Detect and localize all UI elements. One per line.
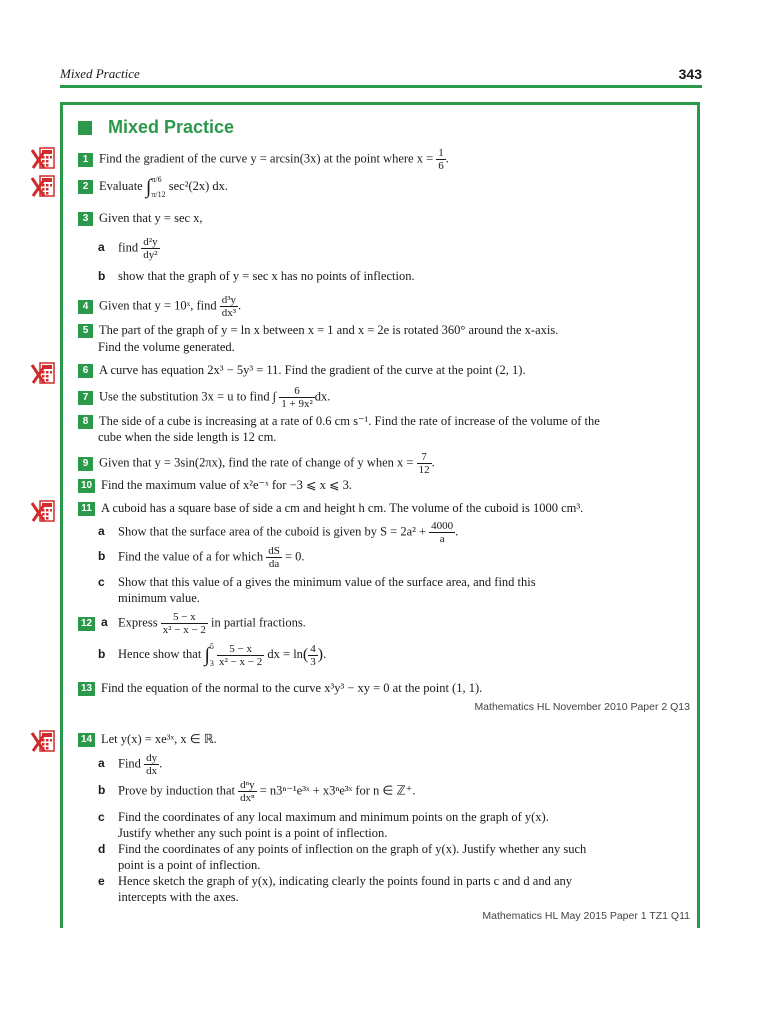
question-number: 4 bbox=[78, 300, 93, 314]
question-12-part-b: b Hence show that ∫ 5 3 $\frac{5 - x}{\text{x² − x − 2}}$ dx = ln( $\frac{4}{3}$ ). bbox=[98, 642, 327, 668]
fraction: $\frac{7}{12}$ bbox=[418, 451, 430, 476]
question-number: 14 bbox=[78, 733, 95, 747]
header-rule bbox=[60, 85, 702, 88]
question-14-part-d: d Find the coordinates of any points of inflection on the graph of y(x). Justify whether any such bbox=[98, 842, 587, 856]
integral-limits: π/6 π/12 bbox=[151, 175, 166, 199]
question-source: Mathematics HL May 2015 Paper 1 TZ1 Q11 bbox=[482, 910, 690, 922]
section-marker bbox=[78, 121, 92, 135]
question-text: Find the gradient of the curve y = arcsin(3x) at the point where x = bbox=[99, 151, 437, 166]
question-5 bbox=[78, 322, 688, 338]
question-number: 7 bbox=[78, 391, 93, 405]
question-number: 9 bbox=[78, 457, 93, 471]
fraction: $\frac{4000}{a}$ bbox=[431, 520, 454, 545]
question-text: The side of a cube is increasing at a rate of 0.6 cm s⁻¹. Find the rate of increase of the volume of the bbox=[99, 414, 600, 428]
integral-limits: 5 3 bbox=[209, 642, 214, 668]
question-8-continuation: cube when the side length is 12 cm. bbox=[98, 430, 277, 444]
integral-sign: ∫ bbox=[204, 644, 210, 666]
question-number: 3 bbox=[78, 212, 93, 226]
question-9: 9 Given that y = 3sin(2πx), find the rate of change of y when x = $\frac{7}{12}$ . bbox=[78, 451, 688, 476]
calculator-not-allowed-icon bbox=[30, 146, 56, 170]
calculator-not-allowed-icon bbox=[30, 499, 56, 523]
question-text: Given that y = 3sin(2πx), find the rate of change of y when x = bbox=[99, 455, 417, 470]
fraction: $\frac{dS}{da}$ bbox=[268, 545, 280, 570]
question-2 bbox=[78, 175, 688, 199]
question-text: Evaluate bbox=[99, 178, 143, 193]
question-text: Let y(x) = xe³ˣ, x ∈ ℝ. bbox=[101, 732, 217, 746]
question-text: Use the substitution 3x = u to find ∫ bbox=[99, 389, 277, 404]
fraction: $\frac{4}{3}$ bbox=[310, 642, 316, 668]
integral-sign: ∫ bbox=[145, 176, 152, 198]
integrand: sec²(2x) dx. bbox=[168, 178, 229, 193]
question-8 bbox=[78, 413, 688, 429]
running-header-title: Mixed Practice bbox=[60, 66, 140, 81]
fraction: $\frac{dy}{dx}$ bbox=[146, 752, 158, 777]
question-13 bbox=[78, 680, 688, 696]
section-title: Mixed Practice bbox=[108, 117, 235, 137]
question-number: 2 bbox=[78, 180, 93, 194]
question-10 bbox=[78, 477, 688, 493]
fraction: $\frac{5 - x}{\text{x² − x − 2}}$ bbox=[219, 642, 263, 668]
fraction: $\frac{1}{6}$ bbox=[438, 147, 444, 172]
question-text: Find the equation of the normal to the curve x³y³ − xy = 0 at the point (1, 1). bbox=[101, 681, 483, 695]
question-3 bbox=[78, 210, 688, 226]
calculator-not-allowed-icon bbox=[30, 174, 56, 198]
question-number: 5 bbox=[78, 324, 93, 338]
question-4: 4 Given that y = 10ˣ, find $\frac{\text{d³y}}{\text{dx³}}$ . bbox=[78, 294, 688, 319]
fraction: $\frac{\text{d³y}}{\text{dx³}}$ bbox=[221, 294, 237, 319]
question-text: Find the maximum value of x²e⁻ˣ for −3 ⩽ x ⩽ 3. bbox=[101, 478, 352, 492]
question-14-part-e: e Hence sketch the graph of y(x), indicating clearly the points found in parts c and d and any bbox=[98, 874, 573, 888]
question-number: 12 bbox=[78, 617, 95, 631]
question-text: A cuboid has a square base of side a cm and height h cm. The volume of the cuboid is 1000 cm³. bbox=[101, 501, 584, 515]
question-14 bbox=[78, 731, 688, 747]
question-6 bbox=[78, 362, 688, 378]
question-11-part-b: b Find the value of a for which $\frac{dS}{da}$ = 0. bbox=[98, 545, 305, 570]
question-3-part-b: b show that the graph of y = sec x has no points of inflection. bbox=[98, 269, 415, 283]
question-1: 1 Find the gradient of the curve y = arcsin(3x) at the point where x = $\frac{1}{6}$ . bbox=[78, 147, 688, 172]
question-5-continuation: Find the volume generated. bbox=[98, 340, 235, 354]
fraction: $\frac{6}{\text{1 + 9x²}}$ bbox=[281, 385, 313, 410]
question-text: A curve has equation 2x³ − 5y³ = 11. Find the gradient of the curve at the point (2, 1). bbox=[99, 363, 526, 377]
question-14-part-c: c Find the coordinates of any local maximum and minimum points on the graph of y(x). bbox=[98, 810, 549, 824]
question-text: Given that y = sec x, bbox=[99, 211, 203, 225]
question-14-part-b: b Prove by induction that $\frac{\text{dⁿy}}{\text{dxⁿ}}$ = n3ⁿ⁻¹e³ˣ + x3ⁿe³ˣ for n ∈ ℤ⁺. bbox=[98, 779, 416, 804]
calculator-not-allowed-icon bbox=[30, 729, 56, 753]
question-number: 1 bbox=[78, 153, 93, 167]
question-text: Given that y = 10ˣ, find bbox=[99, 298, 217, 313]
question-number: 6 bbox=[78, 364, 93, 378]
question-source: Mathematics HL November 2010 Paper 2 Q13 bbox=[474, 701, 690, 713]
question-14-part-a: a Find $\frac{dy}{dx}$ . bbox=[98, 752, 163, 777]
question-number: 10 bbox=[78, 479, 95, 493]
question-number: 13 bbox=[78, 682, 95, 696]
question-14-part-e-continuation: intercepts with the axes. bbox=[118, 890, 239, 904]
question-number: 11 bbox=[78, 502, 95, 516]
fraction: $\frac{\text{dⁿy}}{\text{dxⁿ}}$ bbox=[240, 779, 255, 804]
question-11-part-c-continuation: minimum value. bbox=[118, 591, 200, 605]
question-11-part-a: a Show that the surface area of the cuboid is given by S = 2a² + $\frac{4000}{a}$ . bbox=[98, 520, 459, 545]
page-number: 343 bbox=[678, 66, 702, 82]
question-14-part-d-continuation: point is a point of inflection. bbox=[118, 858, 261, 872]
question-number: 8 bbox=[78, 415, 93, 429]
calculator-not-allowed-icon bbox=[30, 361, 56, 385]
question-12: 12 a Express $\frac{5 - x}{\text{x² − x − 2}}$ in partial fractions. bbox=[78, 611, 688, 636]
question-text: The part of the graph of y = ln x between x = 1 and x = 2e is rotated 360° around the x-axis. bbox=[99, 323, 559, 337]
question-3-part-a: a find $\frac{\text{d²y}}{\text{dy²}}$ bbox=[98, 236, 158, 261]
question-7: 7 Use the substitution 3x = u to find ∫ $\frac{6}{\text{1 + 9x²}}$ dx. bbox=[78, 385, 688, 410]
question-11 bbox=[78, 500, 688, 516]
fraction: $\frac{5 - x}{\text{x² − x − 2}}$ bbox=[162, 611, 206, 636]
question-11-part-c: c Show that this value of a gives the minimum value of the surface area, and find this bbox=[98, 575, 536, 589]
fraction: $\frac{\text{d²y}}{\text{dy²}}$ bbox=[143, 236, 158, 261]
question-14-part-c-continuation: Justify whether any such point is a point of inflection. bbox=[118, 826, 388, 840]
